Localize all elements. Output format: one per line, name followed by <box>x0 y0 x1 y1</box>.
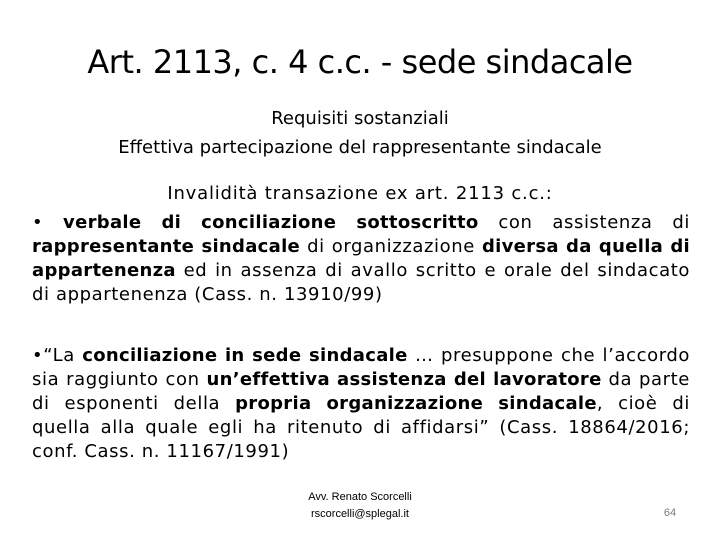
bold-phrase: diversa da quella di appartenenza <box>32 236 691 281</box>
text-run: da parte di esponenti della <box>32 369 690 414</box>
footer-author: Avv. Renato Scorcelli <box>308 491 412 503</box>
bold-phrase: conciliazione in sede sindacale <box>82 345 408 366</box>
section-heading: Invalidità transazione ex art. 2113 c.c.: <box>167 183 553 204</box>
paragraph-cassazione-quote <box>32 344 690 464</box>
text-run: •“La <box>32 345 83 366</box>
slide-title: Art. 2113, c. 4 c.c. - sede sindacale <box>87 43 633 81</box>
page-number: 64 <box>663 507 677 519</box>
footer <box>250 489 470 523</box>
text-run: ed in assenza di avallo scritto e orale del sindacato di appartenenza (Cass. n. 13910/99) <box>32 260 690 305</box>
text-run: con assistenza di <box>478 212 690 233</box>
bold-phrase: un’effettiva assistenza del lavoratore <box>206 369 602 390</box>
bold-phrase: verbale di conciliazione sottoscritto <box>63 212 479 233</box>
subtitle-partecipazione: Effettiva partecipazione del rappresentante sindacale <box>118 137 602 158</box>
bullet: • <box>32 212 64 233</box>
text-run: … presuppone che l’accordo sia raggiunto con <box>32 345 691 390</box>
bold-phrase: propria organizzazione sindacale <box>235 393 597 414</box>
text-run: di organizzazione <box>300 236 482 257</box>
bold-phrase: rappresentante sindacale <box>32 236 301 257</box>
text-run: , cioè di quella alla quale egli ha ritenuto di affidarsi” (Cass. 18864/2016; conf. Cass. n. 11167/1991) <box>32 393 690 462</box>
footer-email: rscorcelli@splegal.it <box>311 508 409 520</box>
paragraph-invalidita <box>32 211 690 307</box>
subtitle-requisiti: Requisiti sostanziali <box>271 108 449 129</box>
